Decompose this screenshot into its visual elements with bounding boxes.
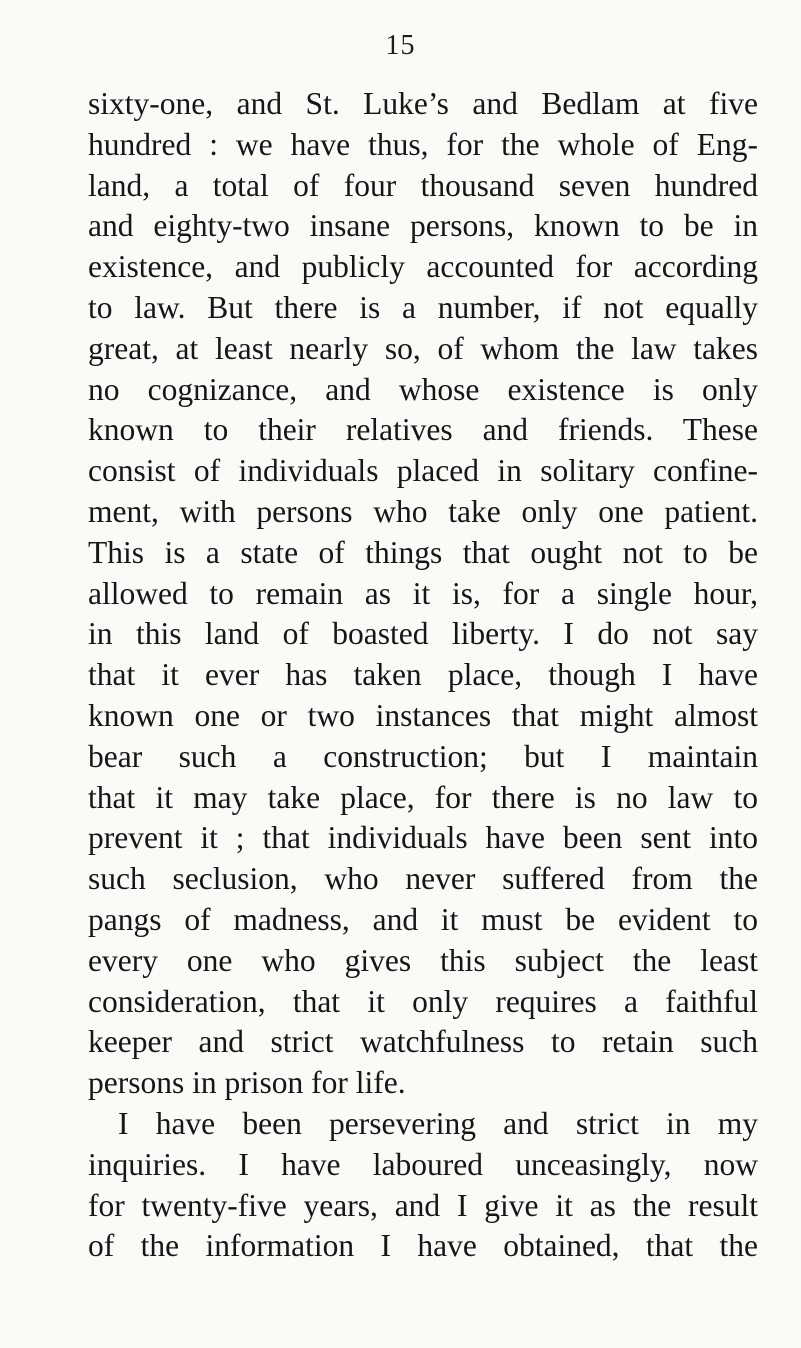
body-text [88, 84, 758, 1267]
text-line: in this land of boasted liberty. I do not say [88, 616, 758, 652]
text-line: inquiries. I have laboured unceasingly, now [88, 1146, 758, 1182]
text-line: sixty-one, and St. Luke’s and Bedlam at five [88, 86, 758, 121]
text-line: ment, with persons who take only one patient. [88, 493, 758, 529]
text-line: bear such a construction; but I maintain [88, 738, 758, 774]
text-line: known one or two instances that might almost [88, 697, 758, 733]
text-line: known to their relatives and friends. These [88, 412, 758, 448]
text-line: for twenty-five years, and I give it as the result [88, 1187, 758, 1223]
page-number: 15 [385, 30, 416, 61]
text-line: existence, and publicly accounted for according [88, 249, 758, 285]
text-line: prevent it ; that individuals have been sent into [88, 820, 758, 856]
text-line: no cognizance, and whose existence is only [88, 371, 758, 407]
text-line: This is a state of things that ought not to be [88, 534, 758, 570]
text-line: to law. But there is a number, if not equally [88, 289, 758, 325]
text-line: consist of individuals placed in solitary confine- [88, 453, 758, 489]
text-line: such seclusion, who never suffered from the [88, 861, 758, 897]
text-line: keeper and strict watchfulness to retain such [88, 1024, 758, 1060]
text-line: hundred : we have thus, for the whole of Eng- [88, 126, 758, 162]
text-line: that it may take place, for there is no law to [88, 779, 758, 815]
text-line: consideration, that it only requires a faithful [88, 983, 758, 1019]
text-line: great, at least nearly so, of whom the law takes [88, 330, 758, 366]
text-line: allowed to remain as it is, for a single hour, [88, 575, 758, 611]
text-line: of the information I have obtained, that the [88, 1228, 758, 1264]
paragraph-start-line: I have been persevering and strict in my [118, 1105, 758, 1141]
text-line: land, a total of four thousand seven hundred [88, 167, 758, 203]
text-line: every one who gives this subject the least [88, 942, 758, 978]
text-line: that it ever has taken place, though I have [88, 657, 758, 693]
paragraph-end-line: persons in prison for life. [88, 1065, 406, 1101]
text-line: pangs of madness, and it must be evident to [88, 901, 758, 937]
text-line: and eighty-two insane persons, known to be in [88, 208, 758, 244]
